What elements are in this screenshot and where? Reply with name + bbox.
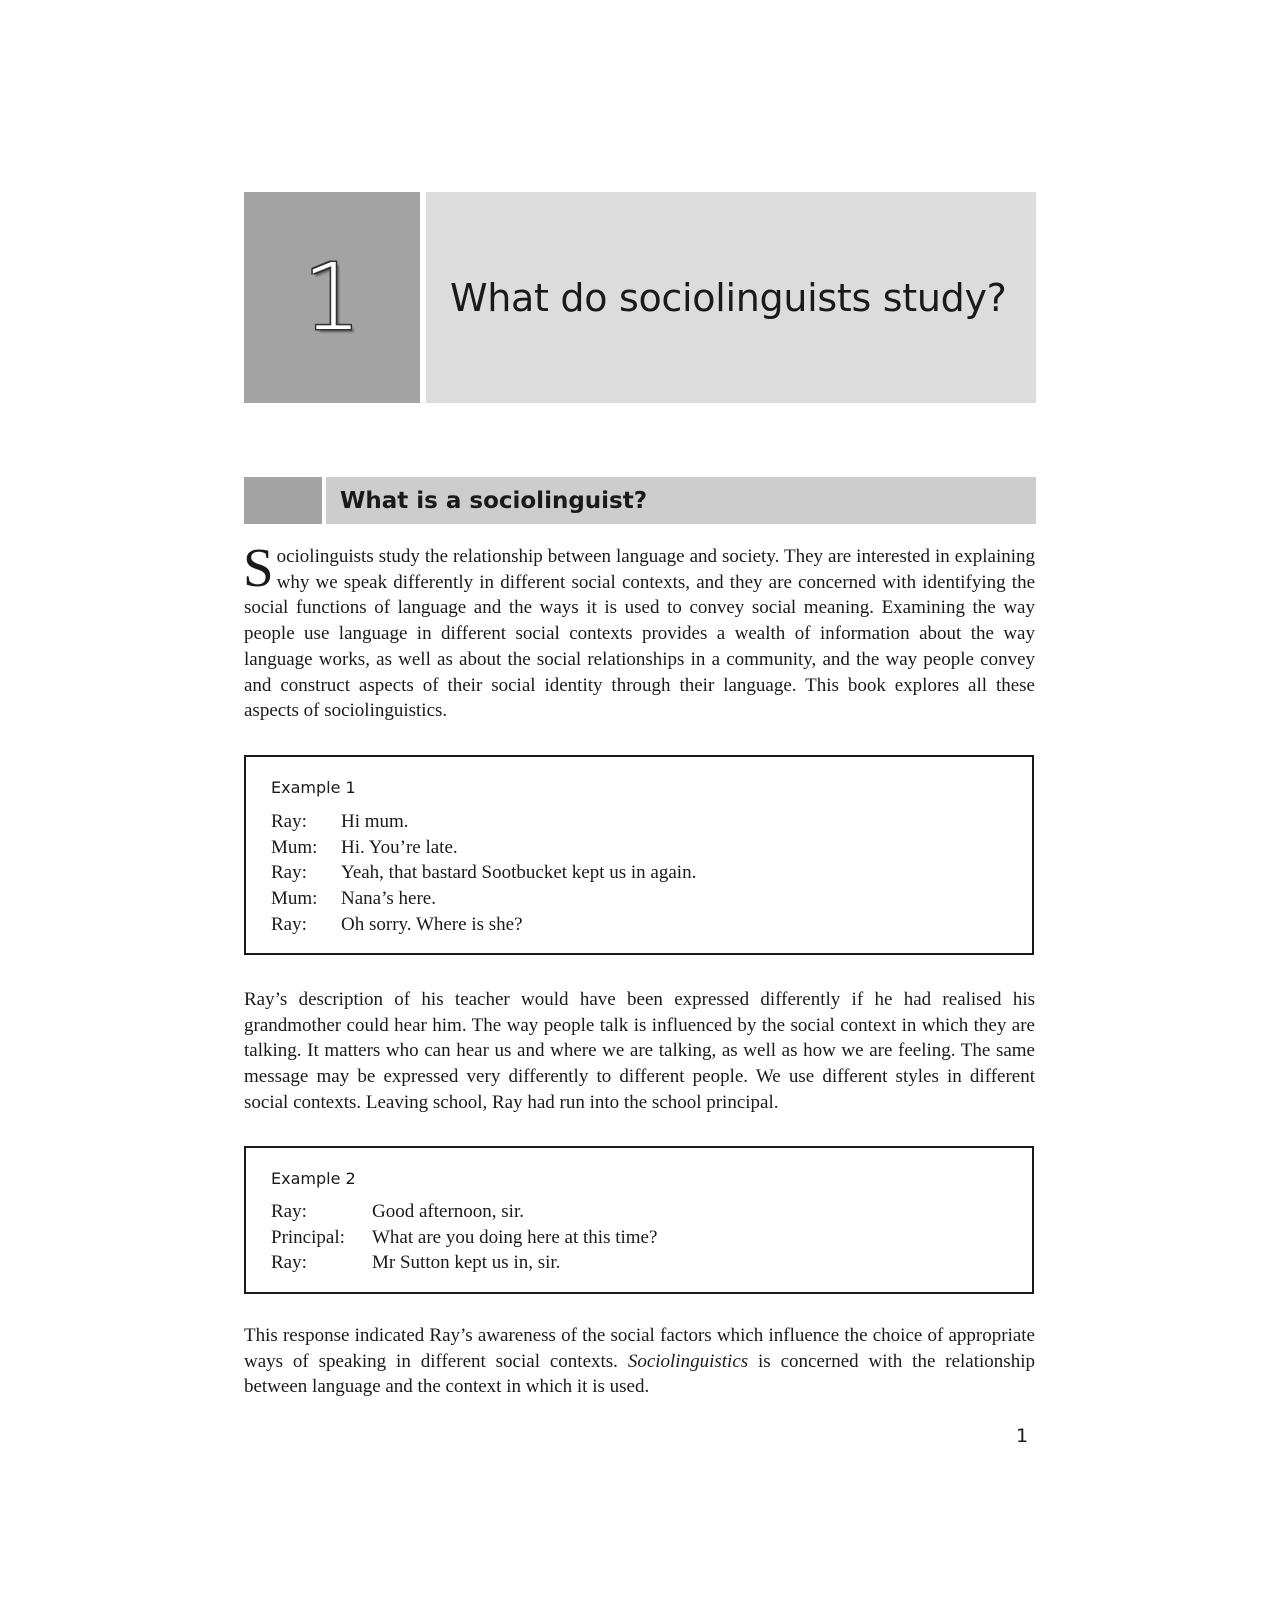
key-term: Sociolinguistics: [627, 1350, 749, 1372]
dialogue-text: Hi mum.: [341, 811, 409, 832]
dialogue-line: [271, 809, 409, 835]
dialogue-speaker: Principal:: [271, 1226, 345, 1248]
dialogue-speaker: Ray:: [271, 811, 307, 832]
dialogue-line: [271, 912, 523, 938]
dialogue-text: Hi. You’re late.: [341, 836, 458, 858]
page-number: 1: [1016, 1425, 1029, 1447]
dialogue-line: [271, 886, 436, 912]
dialogue-line: [271, 1199, 524, 1225]
dialogue-line: [271, 835, 458, 861]
dialogue-line: [271, 860, 697, 886]
section-title: What is a sociolinguist?: [340, 487, 648, 514]
section-title-box: [326, 477, 1036, 524]
intro-text: ociolinguists study the relationship between language and society. They are interested in explaining why we speak differently in different social contexts, and they are concerned with identifying the social functions of language and the ways it is used to convey social meaning. Examining the way people use language in different social contexts provides a wealth of information about the way language works, as well as about the social relationships in a community, and the way people convey and construct aspects of their social identity through their language. This book explores all these aspects of sociolinguistics.: [244, 546, 1035, 722]
dialogue-speaker: Ray:: [271, 913, 307, 935]
body-paragraph-3: [244, 1323, 1035, 1400]
example-2-label: Example 2: [271, 1169, 356, 1188]
dialogue-text: Yeah, that bastard Sootbucket kept us in again.: [341, 862, 697, 884]
example-2-box: [244, 1146, 1034, 1294]
dialogue-text: Mr Sutton kept us in, sir.: [372, 1252, 561, 1274]
example-1-label: Example 1: [271, 778, 356, 797]
dialogue-line: [271, 1250, 561, 1276]
dialogue-line: [271, 1225, 658, 1251]
dialogue-speaker: Ray:: [271, 1252, 307, 1274]
body-paragraph-2: Ray’s description of his teacher would have been expressed differently if he had realised his grandmother could hear him. The way people talk is influenced by the social context in which they are talking. It matters who can hear us and where we are talking, as well as how we are feeling. The same message may be expressed very differently to different people. We use different styles in different social contexts. Leaving school, Ray had run into the school principal.: [244, 989, 1035, 1113]
dialogue-speaker: Ray:: [271, 1201, 307, 1222]
dialogue-text: Nana’s here.: [341, 888, 436, 910]
chapter-title: What do sociolinguists study?: [450, 275, 1007, 320]
intro-paragraph: [243, 537, 1035, 724]
dialogue-speaker: Mum:: [271, 888, 318, 910]
section-marker-box: [244, 477, 322, 524]
paragraph-3-text-before: This response indicated Ray’s awareness of the social factors which influence the choice of appropriate ways of speaking in different social contexts.: [244, 1325, 1035, 1372]
example-1-box: [244, 755, 1034, 955]
drop-cap: S: [243, 537, 274, 598]
dialogue-text: Oh sorry. Where is she?: [341, 913, 523, 935]
dialogue-speaker: Mum:: [271, 836, 318, 858]
dialogue-text: Good afternoon, sir.: [372, 1201, 524, 1222]
dialogue-text: What are you doing here at this time?: [372, 1226, 658, 1248]
chapter-number: 1: [302, 243, 362, 351]
dialogue-speaker: Ray:: [271, 862, 307, 884]
chapter-title-box: [426, 192, 1036, 403]
paragraph-3-text-after: is concerned with the relationship between language and the context in which it is used.: [244, 1350, 1035, 1398]
chapter-number-box: [244, 192, 420, 403]
